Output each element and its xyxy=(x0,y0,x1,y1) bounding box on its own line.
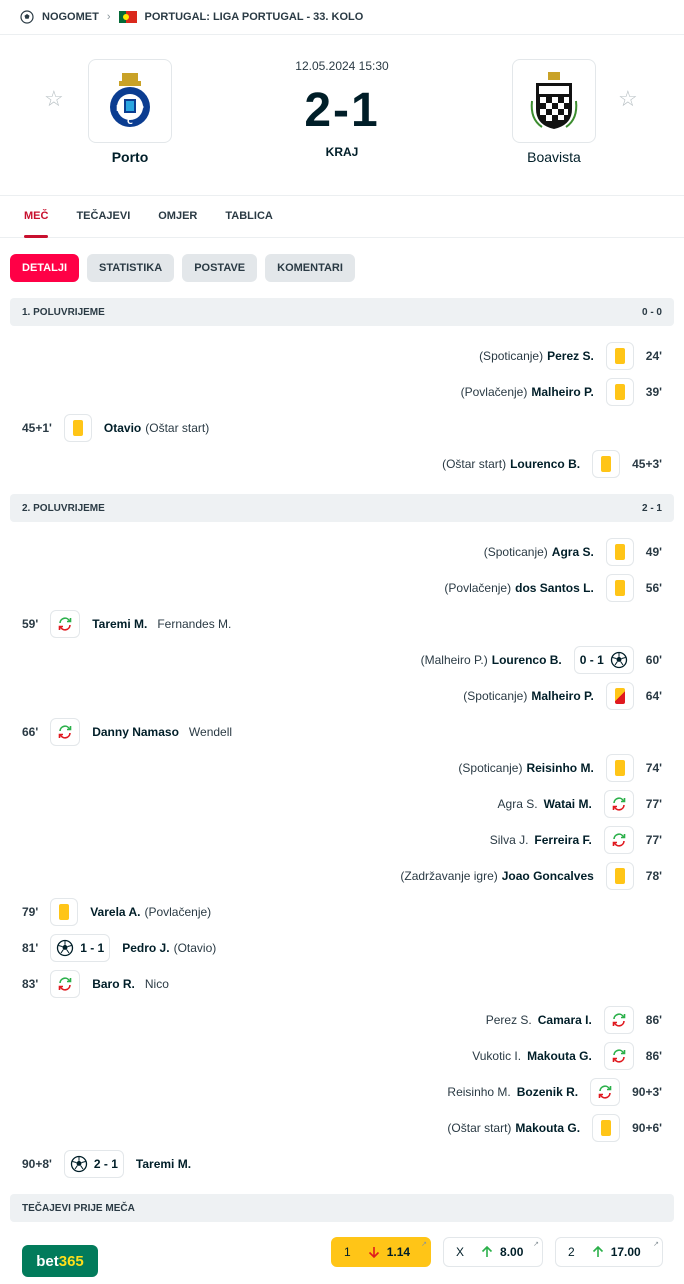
yellow-card-icon xyxy=(606,754,634,782)
tab-tecajevi[interactable]: TEČAJEVI xyxy=(76,210,131,222)
incident-player[interactable]: Varela A. xyxy=(90,905,141,919)
incident-info: Wendell xyxy=(188,725,233,739)
incident-row xyxy=(0,410,684,446)
substitution-icon xyxy=(604,826,634,854)
arrow-up-icon xyxy=(591,1245,605,1259)
section-second-half xyxy=(10,494,674,522)
incident-minute: 77' xyxy=(645,797,662,811)
bookmaker-name: bet xyxy=(36,1252,59,1270)
incident-player[interactable]: Reisinho M. xyxy=(526,761,594,775)
incident-info: (Otavio) xyxy=(173,941,217,955)
odds-value: 8.00 xyxy=(500,1245,524,1259)
incident-info: Fernandes M. xyxy=(157,617,232,631)
incident-info: (Oštar start) xyxy=(145,421,210,435)
incident-row xyxy=(0,894,684,930)
events-second-half xyxy=(0,522,684,1194)
incident-player[interactable]: Baro R. xyxy=(92,977,135,991)
incident-player[interactable]: Lourenco B. xyxy=(510,457,581,471)
subtab-detalji[interactable]: DETALJI xyxy=(10,254,79,282)
yellow-red-card-icon xyxy=(606,682,634,710)
incident-info: (Spoticanje) xyxy=(458,761,523,775)
match-header xyxy=(0,34,684,196)
incident-minute: 45+3' xyxy=(632,457,662,471)
incident-minute: 78' xyxy=(645,869,662,883)
incident-info: (Malheiro P.) xyxy=(420,653,488,667)
incident-info: Silva J. xyxy=(489,833,529,847)
incident-player[interactable]: Otavio xyxy=(103,421,142,435)
section-pre-match-odds xyxy=(10,1194,674,1222)
external-link-icon: ↗ xyxy=(653,1241,659,1248)
incident-row xyxy=(0,1038,684,1074)
breadcrumb-sport[interactable]: NOGOMET xyxy=(42,11,99,23)
odds-label: X xyxy=(456,1245,465,1259)
goal-score: 0 - 1 xyxy=(579,653,604,667)
incident-row xyxy=(0,446,684,482)
incident-info: (Povlačenje) xyxy=(444,581,512,595)
incident-row xyxy=(0,642,684,678)
incident-player[interactable]: Malheiro P. xyxy=(531,385,594,399)
incident-minute: 81' xyxy=(22,941,39,955)
section-title: 2. POLUVRIJEME xyxy=(22,502,105,514)
breadcrumb-league[interactable]: PORTUGAL: LIGA PORTUGAL - 33. KOLO xyxy=(144,11,364,23)
incident-row xyxy=(0,1146,684,1182)
incident-player[interactable]: Malheiro P. xyxy=(531,689,594,703)
goal-score: 1 - 1 xyxy=(80,941,105,955)
substitution-icon xyxy=(604,1042,634,1070)
incident-minute: 79' xyxy=(22,905,39,919)
section-score: 0 - 0 xyxy=(641,306,662,318)
yellow-card-icon xyxy=(64,414,92,442)
arrow-up-icon xyxy=(480,1245,494,1259)
incident-minute: 90+6' xyxy=(632,1121,662,1135)
incident-minute: 90+3' xyxy=(632,1085,662,1099)
incident-minute: 60' xyxy=(645,653,662,667)
incident-info: Agra S. xyxy=(497,797,538,811)
yellow-card-icon xyxy=(606,342,634,370)
yellow-card-icon xyxy=(606,378,634,406)
arrow-down-icon xyxy=(367,1245,381,1259)
incident-player[interactable]: Joao Goncalves xyxy=(501,869,594,883)
match-status: KRAJ xyxy=(325,145,359,159)
odds-cell-1[interactable] xyxy=(331,1237,431,1267)
ball-icon xyxy=(56,939,74,957)
section-title: TEČAJEVI PRIJE MEČA xyxy=(22,1202,135,1214)
incident-player[interactable]: Makouta G. xyxy=(515,1121,581,1135)
yellow-card-icon xyxy=(606,538,634,566)
substitution-icon xyxy=(50,970,80,998)
incident-minute: 90+8' xyxy=(22,1157,52,1171)
goal-box xyxy=(574,646,634,674)
football-icon xyxy=(20,10,34,24)
incident-minute: 45+1' xyxy=(22,421,52,435)
incident-player[interactable]: Taremi M. xyxy=(135,1157,192,1171)
favorite-home-star-icon[interactable]: ☆ xyxy=(44,86,64,111)
subtab-komentari[interactable]: KOMENTARI xyxy=(265,254,355,282)
tab-mec[interactable]: MEČ xyxy=(24,196,62,237)
incident-row xyxy=(0,750,684,786)
section-title: 1. POLUVRIJEME xyxy=(22,306,105,318)
incident-row xyxy=(0,714,684,750)
incident-row xyxy=(0,822,684,858)
bet365-logo[interactable] xyxy=(22,1245,98,1277)
incident-info: (Zadržavanje igre) xyxy=(400,869,498,883)
incident-player[interactable]: Agra S. xyxy=(551,545,594,559)
match-datetime: 12.05.2024 15:30 xyxy=(295,59,389,73)
incident-minute: 49' xyxy=(645,545,662,559)
events-first-half xyxy=(0,326,684,494)
yellow-card-icon xyxy=(606,574,634,602)
incident-player[interactable]: Taremi M. xyxy=(92,617,148,631)
substitution-icon xyxy=(590,1078,620,1106)
odds-value: 17.00 xyxy=(610,1245,641,1259)
incident-player[interactable]: Pedro J. xyxy=(122,941,170,955)
yellow-card-icon xyxy=(50,898,78,926)
svg-text:C: C xyxy=(127,117,133,126)
odds-value: 1.14 xyxy=(386,1245,411,1259)
incident-minute: 56' xyxy=(645,581,662,595)
incident-minute: 59' xyxy=(22,617,39,631)
incident-row xyxy=(0,678,684,714)
incident-player[interactable]: Perez S. xyxy=(547,349,594,363)
incident-player[interactable]: Bozenik R. xyxy=(516,1085,579,1099)
favorite-away-star-icon[interactable]: ☆ xyxy=(618,86,638,111)
boavista-logo[interactable] xyxy=(512,59,596,143)
incident-minute: 24' xyxy=(645,349,662,363)
svg-text:P: P xyxy=(138,104,144,113)
subtab-postave[interactable]: POSTAVE xyxy=(182,254,257,282)
incident-minute: 74' xyxy=(645,761,662,775)
odds-cell-2[interactable] xyxy=(555,1237,663,1267)
incident-info: Vukotic I. xyxy=(472,1049,522,1063)
goal-box xyxy=(64,1150,124,1178)
incident-player[interactable]: Makouta G. xyxy=(527,1049,592,1063)
section-score: 2 - 1 xyxy=(641,502,662,514)
incident-minute: 66' xyxy=(22,725,39,739)
incident-player[interactable]: Lourenco B. xyxy=(491,653,562,667)
odds-label: 2 xyxy=(568,1245,575,1259)
yellow-card-icon xyxy=(592,1114,620,1142)
incident-minute: 39' xyxy=(645,385,662,399)
away-team-name[interactable]: Boavista xyxy=(527,149,581,165)
incident-player[interactable]: Camara I. xyxy=(537,1013,592,1027)
incident-info: (Povlačenje) xyxy=(460,385,528,399)
incident-info: Reisinho M. xyxy=(447,1085,511,1099)
external-link-icon: ↗ xyxy=(533,1241,539,1248)
incident-row xyxy=(0,966,684,1002)
substitution-icon xyxy=(604,790,634,818)
boavista-crest-icon xyxy=(528,71,580,131)
incident-row xyxy=(0,1110,684,1146)
goal-box xyxy=(50,934,110,962)
odds-row xyxy=(0,1222,684,1284)
portugal-flag-icon xyxy=(119,11,137,23)
ball-icon xyxy=(70,1155,88,1173)
incident-row xyxy=(0,930,684,966)
goal-score: 2 - 1 xyxy=(93,1157,118,1171)
odds-label: 1 xyxy=(344,1245,351,1259)
incident-row xyxy=(0,338,684,374)
incident-row xyxy=(0,858,684,894)
incident-minute: 64' xyxy=(645,689,662,703)
incident-row xyxy=(0,1074,684,1110)
substitution-icon xyxy=(50,718,80,746)
external-link-icon: ↗ xyxy=(421,1241,427,1248)
odds-cell-x[interactable] xyxy=(443,1237,543,1267)
incident-minute: 86' xyxy=(645,1049,662,1063)
tab-tablica[interactable]: TABLICA xyxy=(225,210,273,222)
incident-info: Perez S. xyxy=(485,1013,532,1027)
incident-info: (Oštar start) xyxy=(442,457,507,471)
chevron-right-icon: › xyxy=(106,11,111,23)
ball-icon xyxy=(610,651,628,669)
home-team-name[interactable]: Porto xyxy=(111,149,149,165)
incident-row xyxy=(0,1002,684,1038)
breadcrumb xyxy=(0,0,684,34)
incident-row xyxy=(0,374,684,410)
incident-minute: 77' xyxy=(645,833,662,847)
incident-info: (Spoticanje) xyxy=(483,545,548,559)
incident-info: (Oštar start) xyxy=(447,1121,512,1135)
incident-player[interactable]: dos Santos L. xyxy=(515,581,594,595)
incident-row xyxy=(0,786,684,822)
incident-player[interactable]: Watai M. xyxy=(543,797,592,811)
incident-info: Nico xyxy=(144,977,169,991)
incident-info: (Povlačenje) xyxy=(144,905,212,919)
incident-minute: 83' xyxy=(22,977,39,991)
yellow-card-icon xyxy=(592,450,620,478)
incident-info: (Spoticanje) xyxy=(479,349,544,363)
incident-row xyxy=(0,534,684,570)
subtab-statistika[interactable]: STATISTIKA xyxy=(87,254,174,282)
svg-text:F: F xyxy=(116,104,122,113)
substitution-icon xyxy=(50,610,80,638)
section-first-half xyxy=(10,298,674,326)
incident-player[interactable]: Ferreira F. xyxy=(534,833,592,847)
match-tabs xyxy=(0,196,684,238)
bookmaker-suffix: 365 xyxy=(58,1252,84,1270)
subtabs xyxy=(0,238,684,298)
incident-info: (Spoticanje) xyxy=(463,689,528,703)
incident-row xyxy=(0,570,684,606)
yellow-card-icon xyxy=(606,862,634,890)
substitution-icon xyxy=(604,1006,634,1034)
tab-omjer[interactable]: OMJER xyxy=(158,210,198,222)
match-score: 2-1 xyxy=(304,84,380,137)
incident-player[interactable]: Danny Namaso xyxy=(92,725,179,739)
incident-minute: 86' xyxy=(645,1013,662,1027)
incident-row xyxy=(0,606,684,642)
